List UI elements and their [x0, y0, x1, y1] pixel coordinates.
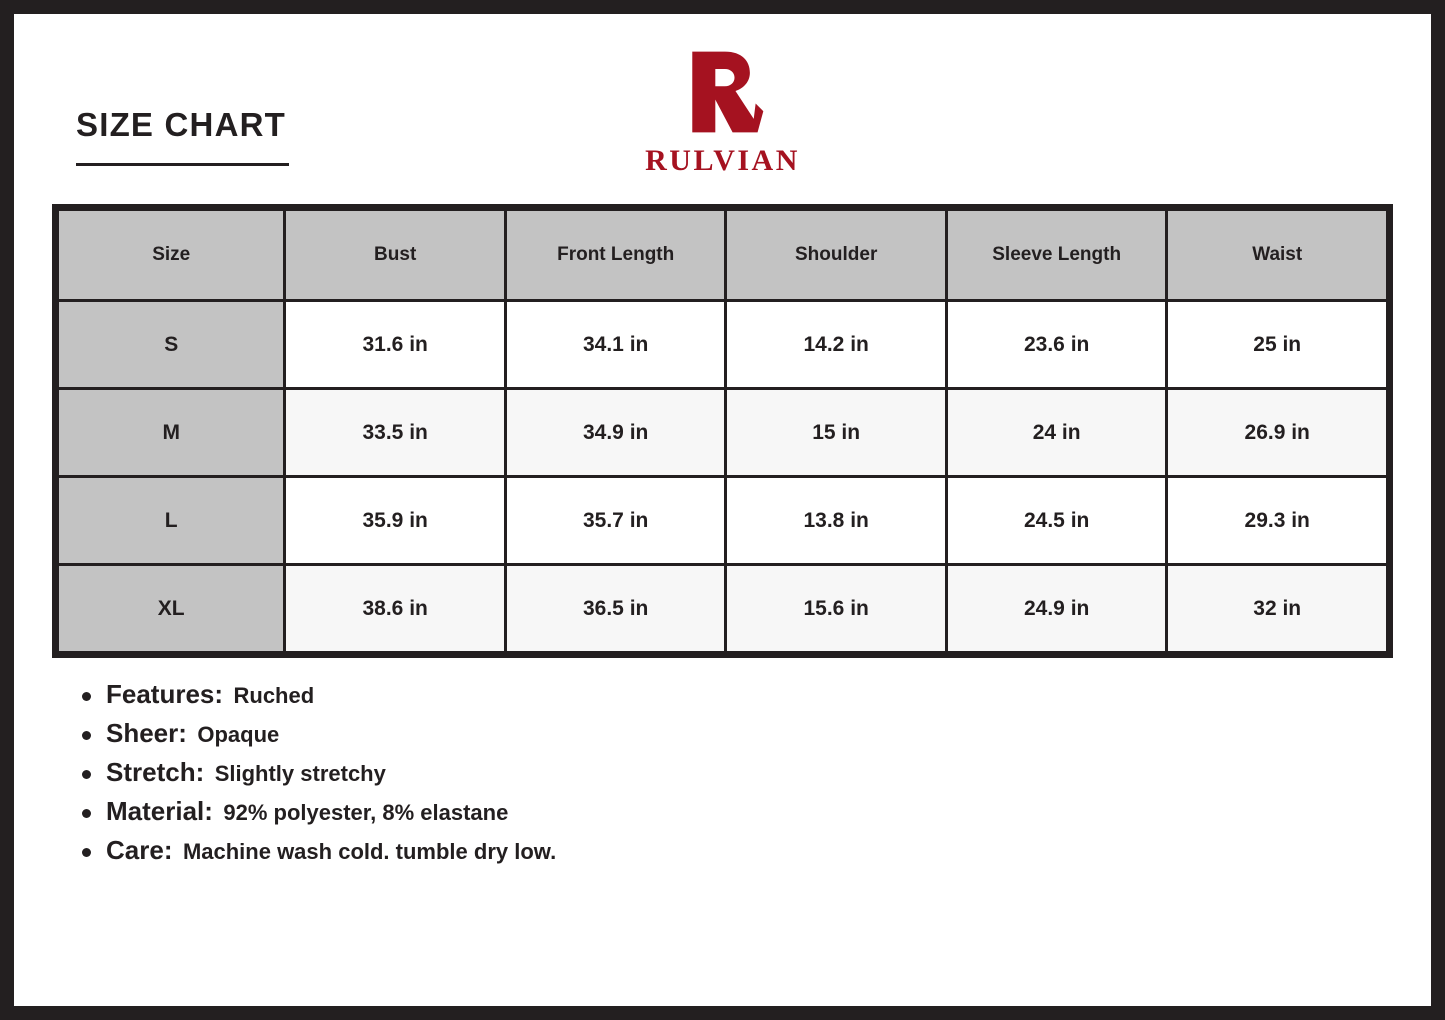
row-label: L — [58, 477, 285, 565]
cell-bust: 35.9 in — [285, 477, 506, 565]
cell-sleeve-length: 23.6 in — [946, 301, 1167, 389]
note-value: 92% polyester, 8% elastane — [223, 799, 509, 825]
table-row — [58, 301, 1388, 389]
cell-sleeve-length: 24.9 in — [946, 565, 1167, 653]
column-header-size: Size — [58, 210, 285, 301]
list-item — [78, 836, 1403, 866]
list-item — [78, 680, 1403, 710]
brand-block — [42, 44, 1403, 178]
list-item — [78, 758, 1403, 788]
row-label: S — [58, 301, 285, 389]
cell-bust: 38.6 in — [285, 565, 506, 653]
brand-logo-icon — [675, 44, 771, 140]
row-label: XL — [58, 565, 285, 653]
column-header-bust: Bust — [285, 210, 506, 301]
table-body — [58, 301, 1388, 653]
cell-waist: 25 in — [1167, 301, 1388, 389]
cell-shoulder: 13.8 in — [726, 477, 947, 565]
note-value: Slightly stretchy — [214, 760, 386, 786]
column-header-front-length: Front Length — [505, 210, 726, 301]
header — [42, 36, 1403, 196]
cell-shoulder: 15 in — [726, 389, 947, 477]
column-header-waist: Waist — [1167, 210, 1388, 301]
brand-name: RULVIAN — [645, 144, 800, 177]
table-header — [58, 210, 1388, 301]
note-value: Ruched — [233, 683, 315, 708]
cell-front-length: 34.9 in — [505, 389, 726, 477]
cell-shoulder: 14.2 in — [726, 301, 947, 389]
column-header-sleeve-length: Sleeve Length — [946, 210, 1167, 301]
size-table-container — [52, 204, 1393, 658]
note-label: Care: — [106, 834, 173, 865]
size-table — [56, 208, 1389, 654]
note-value: Opaque — [197, 721, 280, 747]
cell-waist: 32 in — [1167, 565, 1388, 653]
page-title: SIZE CHART — [76, 106, 286, 143]
product-notes-list — [78, 680, 1403, 865]
cell-waist: 26.9 in — [1167, 389, 1388, 477]
page-inner — [14, 14, 1431, 1006]
note-label: Sheer: — [106, 717, 187, 748]
cell-shoulder: 15.6 in — [726, 565, 947, 653]
table-row — [58, 477, 1388, 565]
table-header-row — [58, 210, 1388, 301]
row-label: M — [58, 389, 285, 477]
note-value: Machine wash cold. tumble dry low. — [182, 838, 557, 864]
cell-waist: 29.3 in — [1167, 477, 1388, 565]
cell-front-length: 36.5 in — [505, 565, 726, 653]
cell-bust: 31.6 in — [285, 301, 506, 389]
table-row — [58, 389, 1388, 477]
cell-sleeve-length: 24.5 in — [946, 477, 1167, 565]
cell-sleeve-length: 24 in — [946, 389, 1167, 477]
cell-front-length: 35.7 in — [505, 477, 726, 565]
cell-bust: 33.5 in — [285, 389, 506, 477]
table-row — [58, 565, 1388, 653]
column-header-shoulder: Shoulder — [726, 210, 947, 301]
list-item — [78, 719, 1403, 749]
note-label: Features: — [106, 679, 224, 709]
note-label: Stretch: — [106, 756, 205, 787]
cell-front-length: 34.1 in — [505, 301, 726, 389]
list-item — [78, 797, 1403, 827]
note-label: Material: — [106, 795, 213, 826]
